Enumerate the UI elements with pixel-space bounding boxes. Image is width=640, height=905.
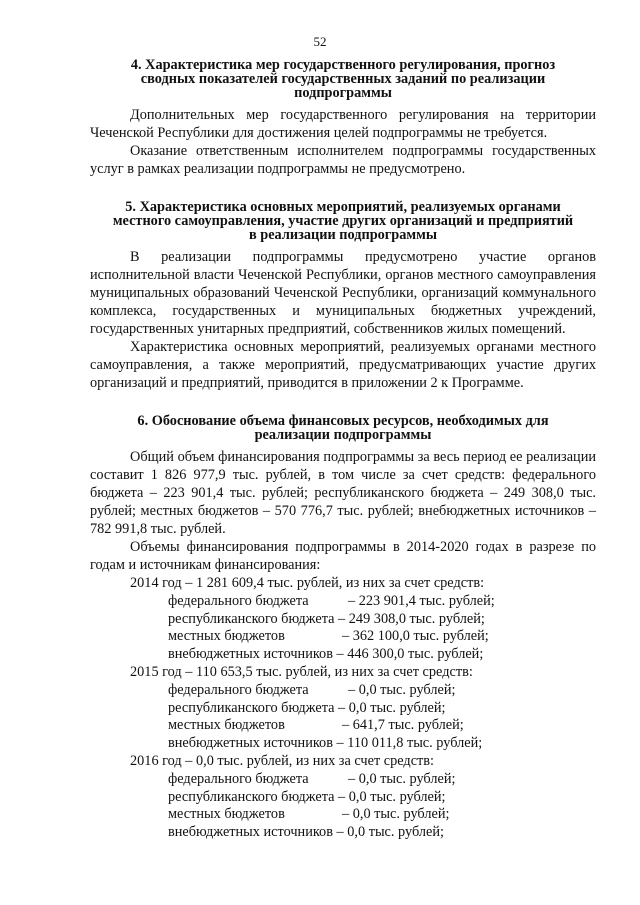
funding-amount: – 0,0 тыс. рублей;: [348, 770, 456, 787]
section4-paragraph: Оказание ответственным исполнителем подпрограммы государственных услуг в рамках реализации подпрограммы не предусмотрено.: [90, 143, 596, 177]
funding-source: республиканского бюджета – 249 308,0 тыс. рублей;: [168, 610, 485, 627]
section5-title-line: 5. Характеристика основных мероприятий, реализуемых органами: [125, 199, 561, 215]
section5-title: [90, 200, 596, 242]
funding-line: [90, 645, 596, 663]
funding-source: федерального бюджета: [168, 681, 309, 698]
section6-title-line: 6. Обоснование объема финансовых ресурсов, необходимых для: [137, 413, 549, 429]
funding-source: республиканского бюджета – 0,0 тыс. рублей;: [168, 699, 446, 716]
page-content: [90, 58, 596, 841]
funding-line: [90, 770, 596, 788]
section5-title-line: местного самоуправления, участие других организаций и предприятий: [112, 213, 574, 229]
section5-title-line: в реализации подпрограммы: [248, 227, 438, 243]
section5-paragraph: Характеристика основных мероприятий, реализуемых органами местного самоуправления, а также мероприятий, предусматривающих участие других организаций и предприятий, приводится в приложении 2 к Программе.: [90, 339, 596, 391]
section6-title: [90, 414, 596, 442]
year-total-text: 2015 год – 110 653,5 тыс. рублей, из них за счет средств:: [130, 663, 473, 680]
funding-line: [90, 734, 596, 752]
funding-source: республиканского бюджета – 0,0 тыс. рублей;: [168, 788, 446, 805]
funding-line: [90, 627, 596, 645]
funding-line: [90, 699, 596, 717]
funding-source: внебюджетных источников – 446 300,0 тыс. рублей;: [168, 646, 484, 663]
funding-source: федерального бюджета: [168, 592, 309, 609]
year-total-line: [90, 574, 596, 592]
section4-title-line: 4. Характеристика мер государственного регулирования, прогноз: [130, 57, 556, 73]
section4-title: [90, 58, 596, 100]
section5-paragraph: В реализации подпрограммы предусмотрено участие органов исполнительной власти Чеченской Республики, органов местного самоуправления муниципальных образований Чеченской Республики, организаций коммунального комплекса, государственных и муниципальных бюджетных учреждений, государственных унитарных предприятий, собственников жилых помещений.: [90, 249, 596, 337]
funding-line: [90, 610, 596, 628]
funding-source: местных бюджетов: [168, 717, 285, 734]
year-total-line: [90, 663, 596, 681]
funding-amount: – 0,0 тыс. рублей;: [342, 806, 450, 823]
funding-line: [90, 592, 596, 610]
year-total-text: 2016 год – 0,0 тыс. рублей, из них за счет средств:: [130, 752, 435, 769]
section6-paragraph: Объемы финансирования подпрограммы в 2014-2020 годах в разрезе по годам и источникам финансирования:: [90, 539, 596, 573]
section6-paragraph: Общий объем финансирования подпрограммы за весь период ее реализации составит 1 826 977,9 тыс. рублей, в том числе за счет средств: федерального бюджета – 223 901,4 тыс. рублей; республиканского бюджета – 249 308,0 тыс. рублей; местных бюджетов – 570 776,7 тыс. рублей; внебюджетных источников – 782 991,8 тыс. рублей.: [90, 449, 596, 537]
funding-source: местных бюджетов: [168, 806, 285, 823]
funding-line: [90, 805, 596, 823]
funding-amount: – 223 901,4 тыс. рублей;: [348, 592, 495, 609]
section4-title-line: подпрограммы: [294, 85, 392, 101]
funding-line: [90, 716, 596, 734]
section4-paragraph: Дополнительных мер государственного регулирования на территории Чеченской Республики для достижения целей подпрограммы не требуется.: [90, 107, 596, 141]
page-number: 52: [313, 34, 327, 49]
funding-source: местных бюджетов: [168, 628, 285, 645]
section4-title-line: сводных показателей государственных заданий по реализации: [140, 71, 546, 87]
year-total-line: [90, 752, 596, 770]
section6-title-line: реализации подпрограммы: [254, 427, 432, 443]
funding-amount: – 362 100,0 тыс. рублей;: [342, 628, 489, 645]
funding-amount: – 0,0 тыс. рублей;: [348, 681, 456, 698]
funding-source: внебюджетных источников – 0,0 тыс. рублей;: [168, 824, 444, 841]
funding-line: [90, 681, 596, 699]
funding-line: [90, 788, 596, 806]
funding-line: [90, 823, 596, 841]
funding-source: внебюджетных источников – 110 011,8 тыс. рублей;: [168, 735, 483, 752]
year-total-text: 2014 год – 1 281 609,4 тыс. рублей, из них за счет средств:: [130, 575, 485, 591]
funding-source: федерального бюджета: [168, 770, 309, 787]
funding-amount: – 641,7 тыс. рублей;: [342, 717, 464, 734]
